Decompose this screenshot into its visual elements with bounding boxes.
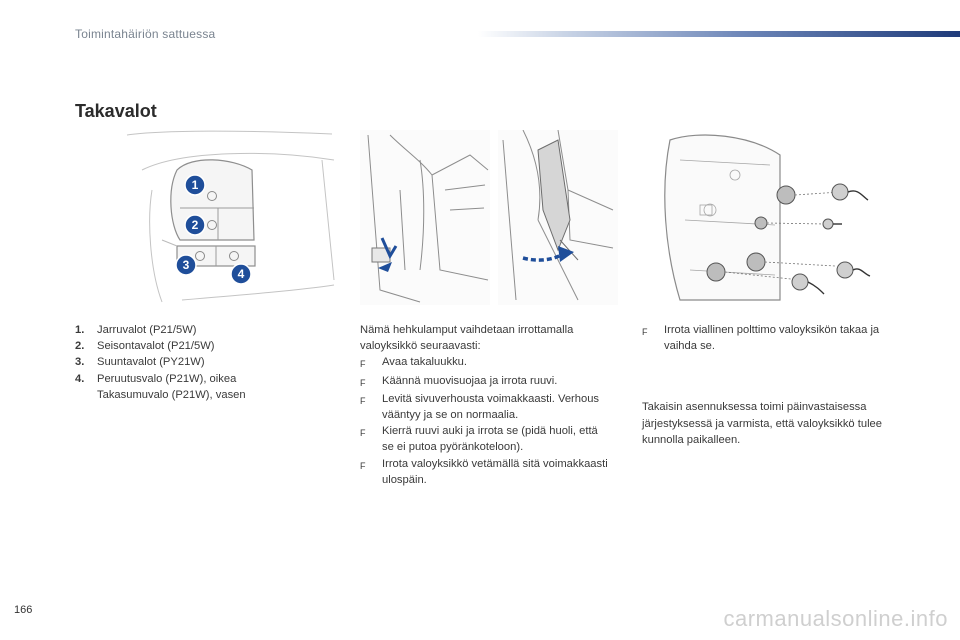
legend-item: 3. Suuntavalot (PY21W): [75, 356, 205, 369]
section-header: Toimintahäiriön sattuessa: [75, 27, 216, 41]
instruction-steps: [360, 354, 610, 488]
lamp-unit-exploded-figure: [640, 130, 885, 305]
instructions-intro: Nämä hehkulamput vaihdetaan irrottamalla valoyksikkö seuraavasti:: [360, 324, 574, 353]
bullet-icon: F: [642, 327, 648, 337]
lamp-badge-3: 3: [175, 254, 197, 276]
lamp-badge-2: 2: [184, 214, 206, 236]
step-item: F Avaa takaluukku.: [360, 354, 610, 372]
step-item: F Levitä sivuverhousta voimakkaasti. Verhous vääntyy ja se on normaalia.: [360, 391, 610, 423]
replace-bulb-column: [642, 322, 902, 448]
legend-item: 2. Seisontavalot (P21/5W): [75, 340, 215, 353]
step-item: F Kierrä ruuvi auki ja irrota se (pidä huoli, että se ei putoa pyöränkoteloon).: [360, 423, 610, 455]
header-gradient-bar: [478, 31, 960, 37]
bullet-icon: F: [360, 395, 366, 406]
bullet-icon: F: [360, 377, 366, 388]
tail-lamp-figure: [122, 130, 337, 305]
watermark: carmanualsonline.info: [723, 606, 948, 631]
trunk-screw-figure: [360, 130, 490, 305]
bulb-legend-list: [75, 322, 335, 403]
bullet-icon: F: [360, 460, 366, 471]
page-number: 166: [14, 604, 33, 616]
replace-steps: [642, 322, 902, 354]
legend-item: 4. Peruutusvalo (P21W), oikea Takasumuvalo (P21W), vasen: [75, 372, 246, 401]
bullet-icon: F: [360, 359, 366, 370]
instructions-column: [360, 322, 610, 488]
side-trim-figure: [498, 130, 618, 305]
lamp-badge-4: 4: [230, 263, 252, 285]
bullet-icon: F: [360, 428, 366, 439]
step-item: F Irrota valoyksikkö vetämällä sitä voimakkaasti ulospäin.: [360, 456, 610, 488]
step-item: F Irrota viallinen polttimo valoyksikön takaa ja vaihda se.: [642, 322, 902, 354]
lamp-badge-1: 1: [184, 174, 206, 196]
step-item: F Käännä muovisuojaa ja irrota ruuvi.: [360, 373, 610, 391]
reassembly-note: Takaisin asennuksessa toimi päinvastaisessa järjestyksessä ja varmista, että valoyksikkö tulee kunnolla paikalleen.: [642, 401, 883, 446]
legend-item: 1. Jarruvalot (P21/5W): [75, 324, 197, 336]
page-title: Takavalot: [75, 101, 157, 121]
